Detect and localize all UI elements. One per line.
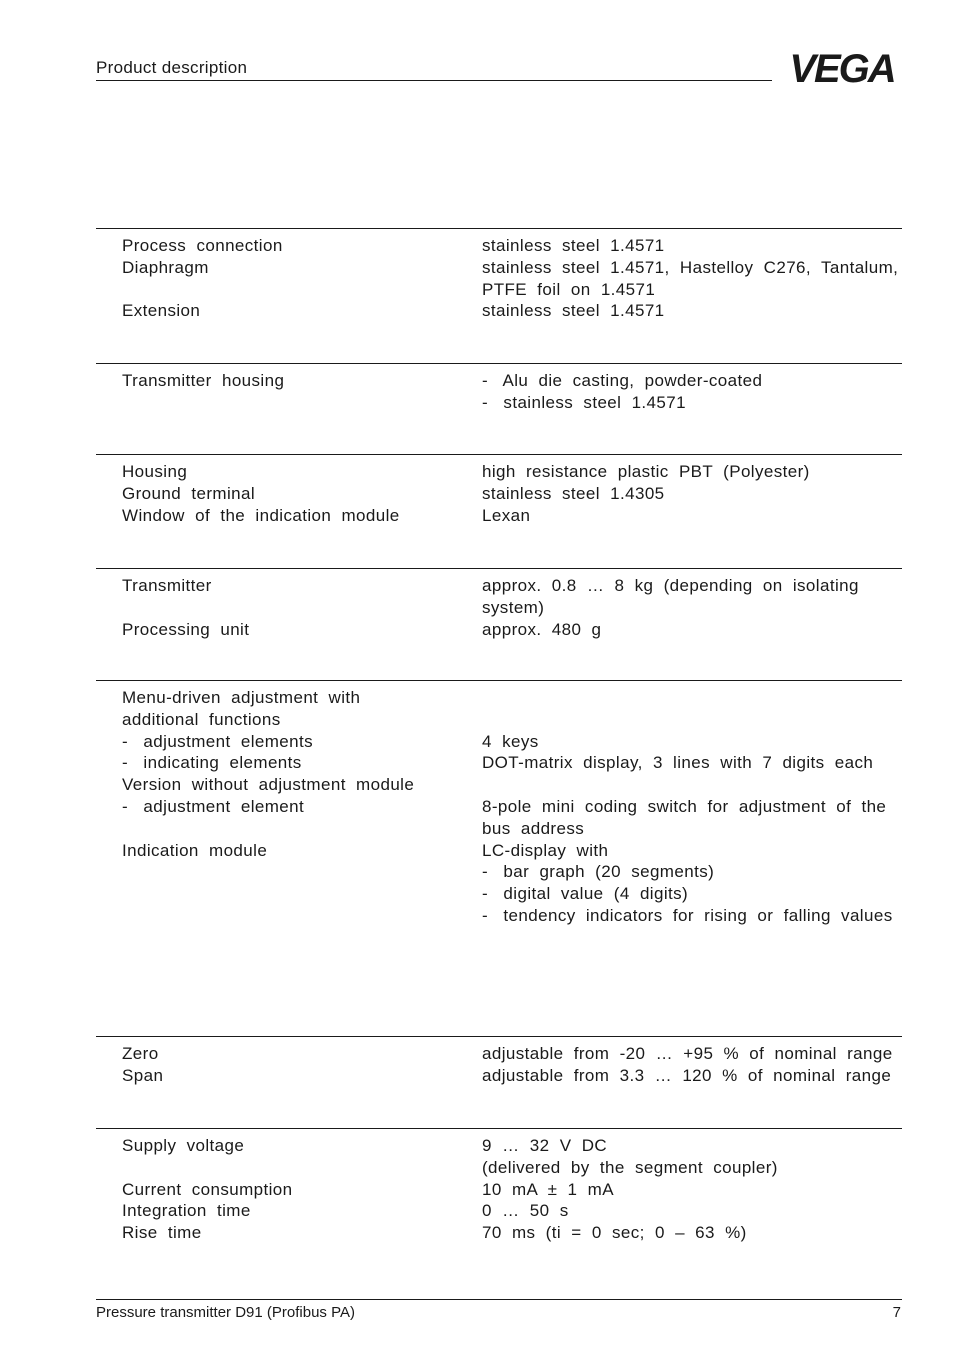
document-title: Pressure transmitter D91 (Profibus PA) (96, 1304, 355, 1321)
spec-section-housing-material (96, 363, 902, 454)
spec-labels (122, 370, 284, 392)
spec-value: - stainless steel 1.4571 (482, 392, 686, 412)
spec-value (482, 709, 893, 731)
spec-value: 70 ms (ti = 0 sec; 0 – 63 %) (482, 1223, 747, 1243)
spec-value: bus address (482, 818, 585, 838)
spec-values (482, 370, 762, 414)
spec-label: Extension (122, 301, 201, 321)
spec-label: Rise time (122, 1223, 202, 1243)
spec-label: - indicating elements (122, 753, 302, 773)
spec-value (482, 687, 893, 709)
spec-value: adjustable from 3.3 … 120 % of nominal range (482, 1065, 892, 1085)
spec-values (482, 1135, 778, 1244)
spec-section-adjustment-indication (96, 680, 902, 1036)
spec-label: Housing (122, 462, 188, 481)
spec-values (482, 461, 810, 526)
vega-logo-text: VEGA (789, 50, 895, 86)
spec-value: stainless steel 1.4305 (482, 483, 665, 503)
spec-value: - bar graph (20 segments) (482, 862, 715, 882)
spec-values (482, 1043, 893, 1087)
spec-values (482, 687, 893, 927)
spec-value: 8-pole mini coding switch for adjustment of the (482, 796, 887, 816)
spec-label: Transmitter housing (122, 371, 285, 390)
spec-label: Window of the indication module (122, 505, 400, 525)
spec-labels (122, 235, 283, 322)
spec-value: (delivered by the segment coupler) (482, 1157, 778, 1177)
spec-value: 0 … 50 s (482, 1201, 569, 1221)
spec-section-processing-unit-materials (96, 454, 902, 568)
spec-value (482, 774, 893, 796)
spec-label: Version without adjustment module (122, 775, 415, 795)
spec-value: 9 … 32 V DC (482, 1136, 608, 1155)
vega-logo (782, 50, 902, 86)
spec-label: Supply voltage (122, 1136, 245, 1155)
spec-section-electrical (96, 1128, 902, 1279)
spec-label: Diaphragm (122, 257, 209, 277)
spec-label: - adjustment elements (122, 731, 314, 751)
spec-value: stainless steel 1.4571 (482, 301, 665, 321)
spec-values (482, 235, 898, 322)
spec-labels (122, 461, 400, 526)
spec-value: DOT-matrix display, 3 lines with 7 digits each (482, 753, 874, 773)
spec-value: 4 keys (482, 731, 539, 751)
spec-value: approx. 480 g (482, 619, 602, 639)
spec-labels (122, 575, 249, 640)
spec-value: LC-display with (482, 840, 609, 860)
spec-labels (122, 1043, 163, 1087)
spec-labels (122, 687, 414, 861)
spec-label: Zero (122, 1044, 159, 1063)
spec-label (122, 818, 414, 840)
spec-section-materials-wetted (96, 228, 902, 363)
spec-value: - tendency indicators for rising or falling values (482, 905, 893, 925)
spec-label: Integration time (122, 1201, 251, 1221)
spec-section-adjustment-range (96, 1036, 902, 1128)
spec-label: Indication module (122, 840, 268, 860)
spec-label: - adjustment element (122, 796, 305, 816)
footer-rule (96, 1299, 902, 1300)
spec-value: approx. 0.8 … 8 kg (depending on isolating (482, 576, 859, 595)
spec-label: Span (122, 1065, 164, 1085)
spec-label: Processing unit (122, 619, 250, 639)
spec-label (122, 597, 249, 619)
spec-section-weight (96, 568, 902, 680)
spec-label: Ground terminal (122, 483, 256, 503)
spec-value: PTFE foil on 1.4571 (482, 279, 656, 299)
spec-values (482, 575, 859, 640)
spec-value: adjustable from -20 … +95 % of nominal range (482, 1044, 893, 1063)
spec-label: Process connection (122, 236, 283, 255)
spec-label (122, 1157, 293, 1179)
spec-label: additional functions (122, 709, 281, 729)
spec-value: 10 mA ± 1 mA (482, 1179, 614, 1199)
spec-value: - digital value (4 digits) (482, 884, 689, 904)
section-title: Product description (96, 58, 248, 77)
spec-value: stainless steel 1.4571 (482, 236, 665, 255)
spec-label: Menu-driven adjustment with (122, 688, 361, 707)
spec-value: stainless steel 1.4571, Hastelloy C276, Tantalum, (482, 257, 899, 277)
spec-value: Lexan (482, 505, 531, 525)
spec-label (122, 279, 283, 301)
header-rule (96, 80, 772, 81)
spec-value: - Alu die casting, powder-coated (482, 371, 763, 390)
spec-value: high resistance plastic PBT (Polyester) (482, 462, 810, 481)
spec-value: system) (482, 597, 545, 617)
spec-label: Transmitter (122, 576, 212, 595)
page-number: 7 (892, 1304, 901, 1321)
spec-label: Current consumption (122, 1179, 293, 1199)
spec-labels (122, 1135, 293, 1244)
